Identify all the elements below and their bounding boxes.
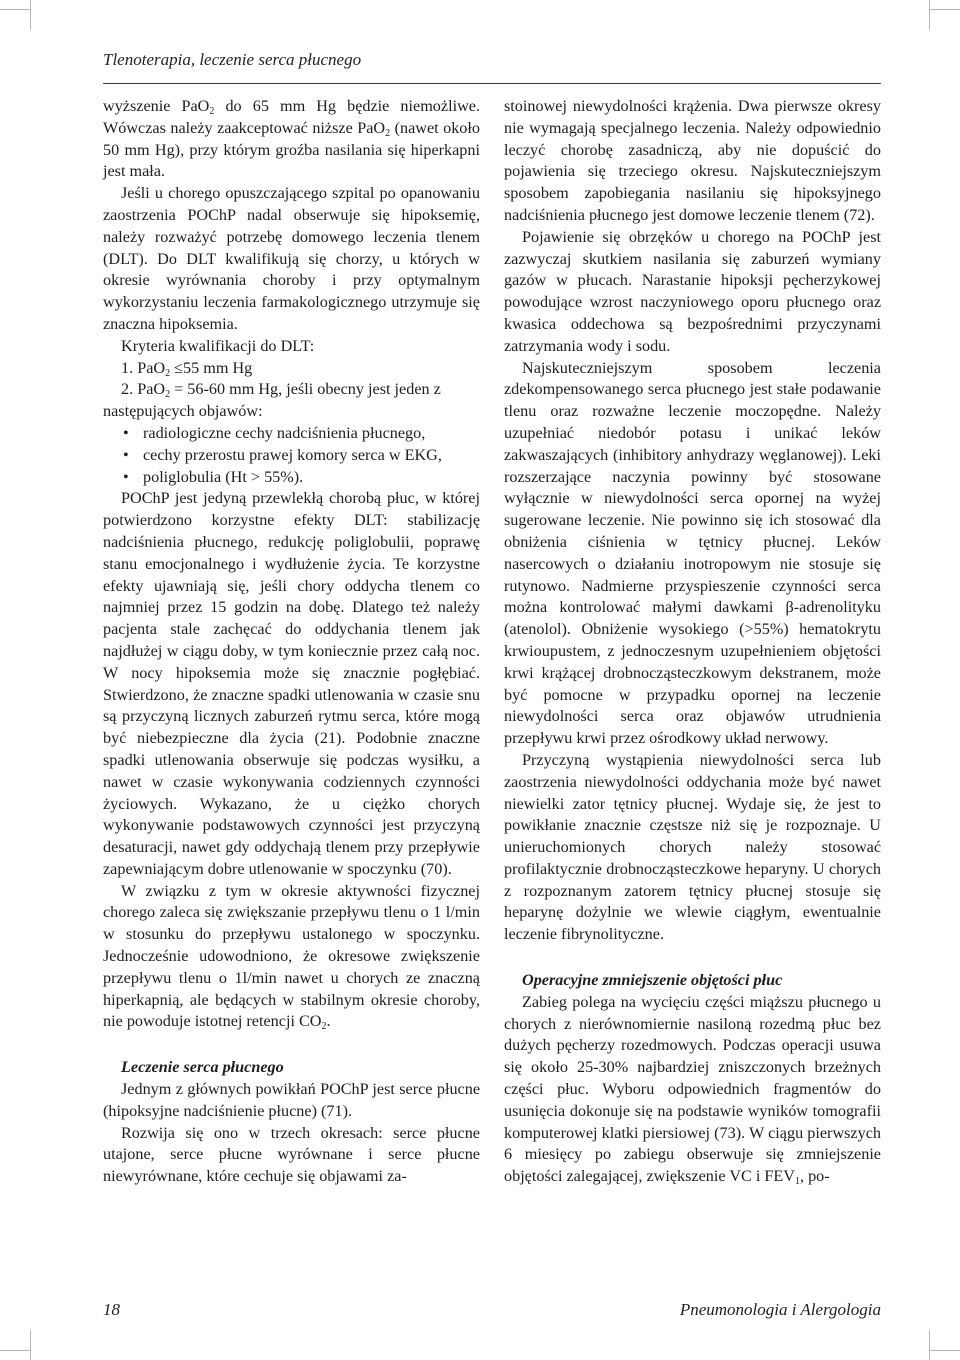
crop-mark xyxy=(0,9,30,10)
header-rule xyxy=(103,83,881,84)
crop-mark xyxy=(930,9,960,10)
list-item: • radiologiczne cechy nadciśnienia płucnego, xyxy=(143,423,480,445)
crop-mark xyxy=(0,1350,30,1351)
paragraph: Jednym z głównych powikłań POChP jest serce płucne (hipoksyjne nadciśnienie płucne) (71). xyxy=(103,1080,480,1120)
paragraph: Jeśli u chorego opuszczającego szpital po opanowaniu zaostrzenia POChP nadal obserwuje się hipoksemię, należy rozważyć potrzebę domowego leczenia tlenem (DLT). Do DLT kwalifikują się chorzy, u których w okresie wyrównania choroby i przy optymalnym wykorzystaniu leczenia farmakologicznego utrzymuje się znaczna hipoksemia. xyxy=(103,184,480,333)
criterion-1: 1. PaO$_2$ ≤55 mm Hg xyxy=(121,358,253,379)
section-heading: Operacyjne zmniejszenie objętości płuc xyxy=(522,971,783,990)
crop-mark xyxy=(929,1330,930,1360)
running-header: Tlenoterapia, leczenie serca płucnego xyxy=(103,50,362,69)
crop-mark xyxy=(930,1350,960,1351)
list-item: • poliglobulia (Ht > 55%). xyxy=(143,467,480,489)
symptom-list xyxy=(103,423,480,488)
list-item: • cechy przerostu prawej komory serca w EKG, xyxy=(143,445,480,467)
journal-name: Pneumonologia i Alergologia xyxy=(679,1300,881,1319)
crop-mark xyxy=(929,0,930,30)
criterion-2: 2. PaO$_2$ = 56-60 mm Hg, jeśli obecny jest jeden z xyxy=(121,380,441,401)
paragraph: Zabieg polega na wycięciu części miąższu płucnego u chorych z nierównomiernie nasiloną rozedmą płuc bez dużych pęcherzy rozedmowych. Podczas operacji usuwa się około 25-30% najbardziej zniszczonych brzeżnych części płuc. Wyboru odpowiednich fragmentów do usunięcia dokonuje się na podstawie wyników tomografii komputerowej klatki piersiowej (73). W ciągu pierwszych 6 miesięcy po zabiegu obserwuje się zmniejszenie objętości zalegającej, zwiększenie VC i $FEV_1$, po- xyxy=(504,992,881,1188)
paragraph: Przyczyną wystąpienia niewydolności serca lub zaostrzenia niewydolności oddychania może być nawet niewielki zator tętnicy płucnej. Wydaje się, że jest to powikłanie znacznie częstsze niż się je rozpoznaje. U unieruchomionych chorych należy stosować profilaktycznie drobnocząsteczkowe heparyny. U chorych z rozpoznanym zatorem tętnicy płucnej stosuje się heparynę dożylnie we wlewie ciągłym, ewentualnie leczenie fibrynolityczne. xyxy=(504,750,881,944)
paragraph: W związku z tym w okresie aktywności fizycznej chorego zaleca się zwiększanie przepływu tlenu o 1 l/min w stosunku do przepływu ustalonego w spoczynku. Jednocześnie udowodniono, że okresowe zwiększenie przepływu tlenu o 1l/min nawet u chorych ze znaczną hiperkapnią, ale będących w stabilnym okresie choroby, nie powoduje istotnej retencji $CO_2$. xyxy=(103,881,480,1033)
paragraph: Najskuteczniejszym sposobem leczenia zdekompensowanego serca płucnego jest stałe podawanie tlenu oraz rozważne leczenie moczopędne. Należy uzupełniać niedobór potasu i unikać leków zakwaszających (inhibitory anhydrazy węglanowej). Leki rozszerzające naczynia powinny być stosowane wyłącznie w niewydolności serca opornej na wyżej sugerowane leczenie. Nie powinno się ich stosować dla obniżenia ciśnienia w tętnicy płucnej. Leków nasercowych o działaniu inotropowym nie stosuje się rutynowo. Nadmierne przyspieszenie czynności serca można kontrolować małymi dawkami β-adrenolityku (atenolol). Obniżenie wysokiego (>55%) hematokrytu krwioupustem, z jednoczesnym uzupełnieniem objętości krwi krążącej drobnocząsteczkowym dekstranem, może być pomocne w przypadku opornej na leczenie niewydolności serca oraz objawów utrudnienia przepływu krwi przez ośrodkowy układ nerwowy. xyxy=(504,358,881,748)
paragraph: wyższenie PaO$_2$ do 65 mm Hg będzie niemożliwe. Wówczas należy zaakceptować niższe PaO$_2$ (nawet około 50 mm Hg), przy którym groźba nasilania się hiperkapni jest mała. xyxy=(103,97,480,181)
paragraph: stoinowej niewydolności krążenia. Dwa pierwsze okresy nie wymagają specjalnego leczenia. Należy odpowiednio leczyć chorobę zasadniczą, aby nie dopuścić do pojawienia się trzeciego okresu. Najskuteczniejszym sposobem zapobiegania nasilaniu się hipoksyjnego nadciśnienia płucnego jest domowe leczenie tlenem (72). xyxy=(504,97,881,224)
paragraph: Rozwija się ono w trzech okresach: serce płucne utajone, serce płucne wyrównane i serce płucne niewyrównane, które cechuje się objawami za- xyxy=(103,1123,480,1186)
paragraph: POChP jest jedyną przewlekłą chorobą płuc, w której potwierdzono korzystne efekty DLT: stabilizację nadciśnienia płucnego, redukcję poliglobulii, poprawę stanu emocjonalnego i wydłużenie życia. Te korzystne efekty ujawniają się, jeśli chory oddycha tlenem co najmniej przez 15 godzin na dobę. Dlatego też należy pacjenta stale zachęcać do oddychania tlenem jak najdłużej w ciągu doby, w tym koniecznie przez całą noc. W nocy hipoksemia może się znacznie pogłębiać. Stwierdzono, że znaczne spadki utlenowania w czasie snu są przyczyną licznych zaburzeń rytmu serca, które mogą być niebezpieczne dla życia (21). Podobnie znaczne spadki utlenowania obserwuje się podczas wysiłku, a nawet w czasie wykonywania codziennych czynności życiowych. Wykazano, że u ciężko chorych wykonywanie podstawowych czynności jest przyczyną desaturacji, nawet gdy oddychają tlenem przy przepływie zapewniającym dobre utlenowanie w spoczynku (70). xyxy=(103,489,480,878)
left-column xyxy=(103,96,480,1188)
section-heading: Leczenie serca płucnego xyxy=(121,1058,284,1077)
right-column xyxy=(504,96,881,1188)
page-number: 18 xyxy=(103,1300,120,1319)
criteria-title: Kryteria kwalifikacji do DLT: xyxy=(121,336,315,355)
crop-mark xyxy=(30,0,31,30)
paragraph: Pojawienie się obrzęków u chorego na POChP jest zazwyczaj skutkiem nasilania się zaburzeń wymiany gazów w płucach. Narastanie hipoksji pęcherzykowej powodujące wzrost naczyniowego oporu płucnego oraz kwasica oddechowa są bezpośrednimi przyczynami zatrzymania wody i sodu. xyxy=(504,227,881,355)
criterion-2-cont: następujących objawów: xyxy=(103,402,263,421)
crop-mark xyxy=(30,1330,31,1360)
